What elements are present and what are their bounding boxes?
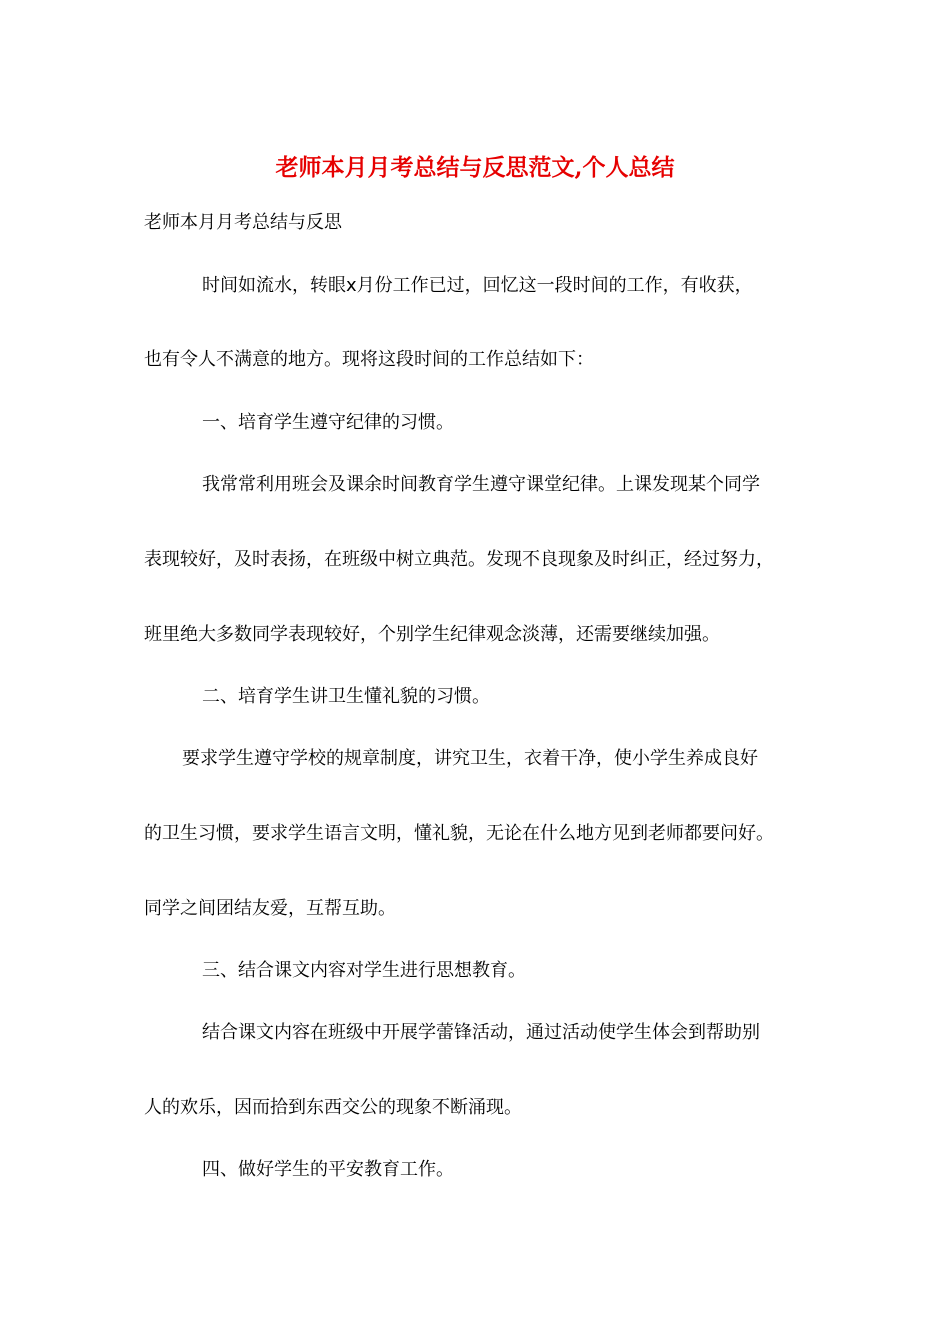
paragraph-line: 表现较好，及时表扬，在班级中树立典范。发现不良现象及时纠正，经过努力， bbox=[144, 549, 774, 570]
section-heading-3: 三、结合课文内容对学生进行思想教育。 bbox=[202, 960, 526, 981]
section-heading-4: 四、做好学生的平安教育工作。 bbox=[202, 1159, 454, 1180]
paragraph-line: 结合课文内容在班级中开展学蕾锋活动，通过活动使学生体会到帮助别 bbox=[202, 1022, 760, 1043]
document-subtitle: 老师本月月考总结与反思 bbox=[144, 212, 342, 233]
paragraph-line: 时间如流水，转眼x月份工作已过，回忆这一段时间的工作，有收获， bbox=[202, 275, 753, 296]
section-heading-2: 二、培育学生讲卫生懂礼貌的习惯。 bbox=[202, 686, 490, 707]
paragraph-line: 也有令人不满意的地方。现将这段时间的工作总结如下： bbox=[144, 349, 594, 370]
paragraph-line: 我常常利用班会及课余时间教育学生遵守课堂纪律。上课发现某个同学 bbox=[202, 474, 760, 495]
paragraph-line: 同学之间团结友爱，互帮互助。 bbox=[144, 898, 396, 919]
paragraph-line: 的卫生习惯，要求学生语言文明，懂礼貌，无论在什么地方见到老师都要问好。 bbox=[144, 823, 774, 844]
paragraph-line: 人的欢乐，因而拾到东西交公的现象不断涌现。 bbox=[144, 1097, 522, 1118]
paragraph-line: 要求学生遵守学校的规章制度，讲究卫生，衣着干净，使小学生养成良好 bbox=[182, 748, 758, 769]
paragraph-line: 班里绝大多数同学表现较好，个别学生纪律观念淡薄，还需要继续加强。 bbox=[144, 624, 720, 645]
page-title: 老师本月月考总结与反思范文,个人总结 bbox=[275, 154, 675, 181]
section-heading-1: 一、培育学生遵守纪律的习惯。 bbox=[202, 412, 454, 433]
